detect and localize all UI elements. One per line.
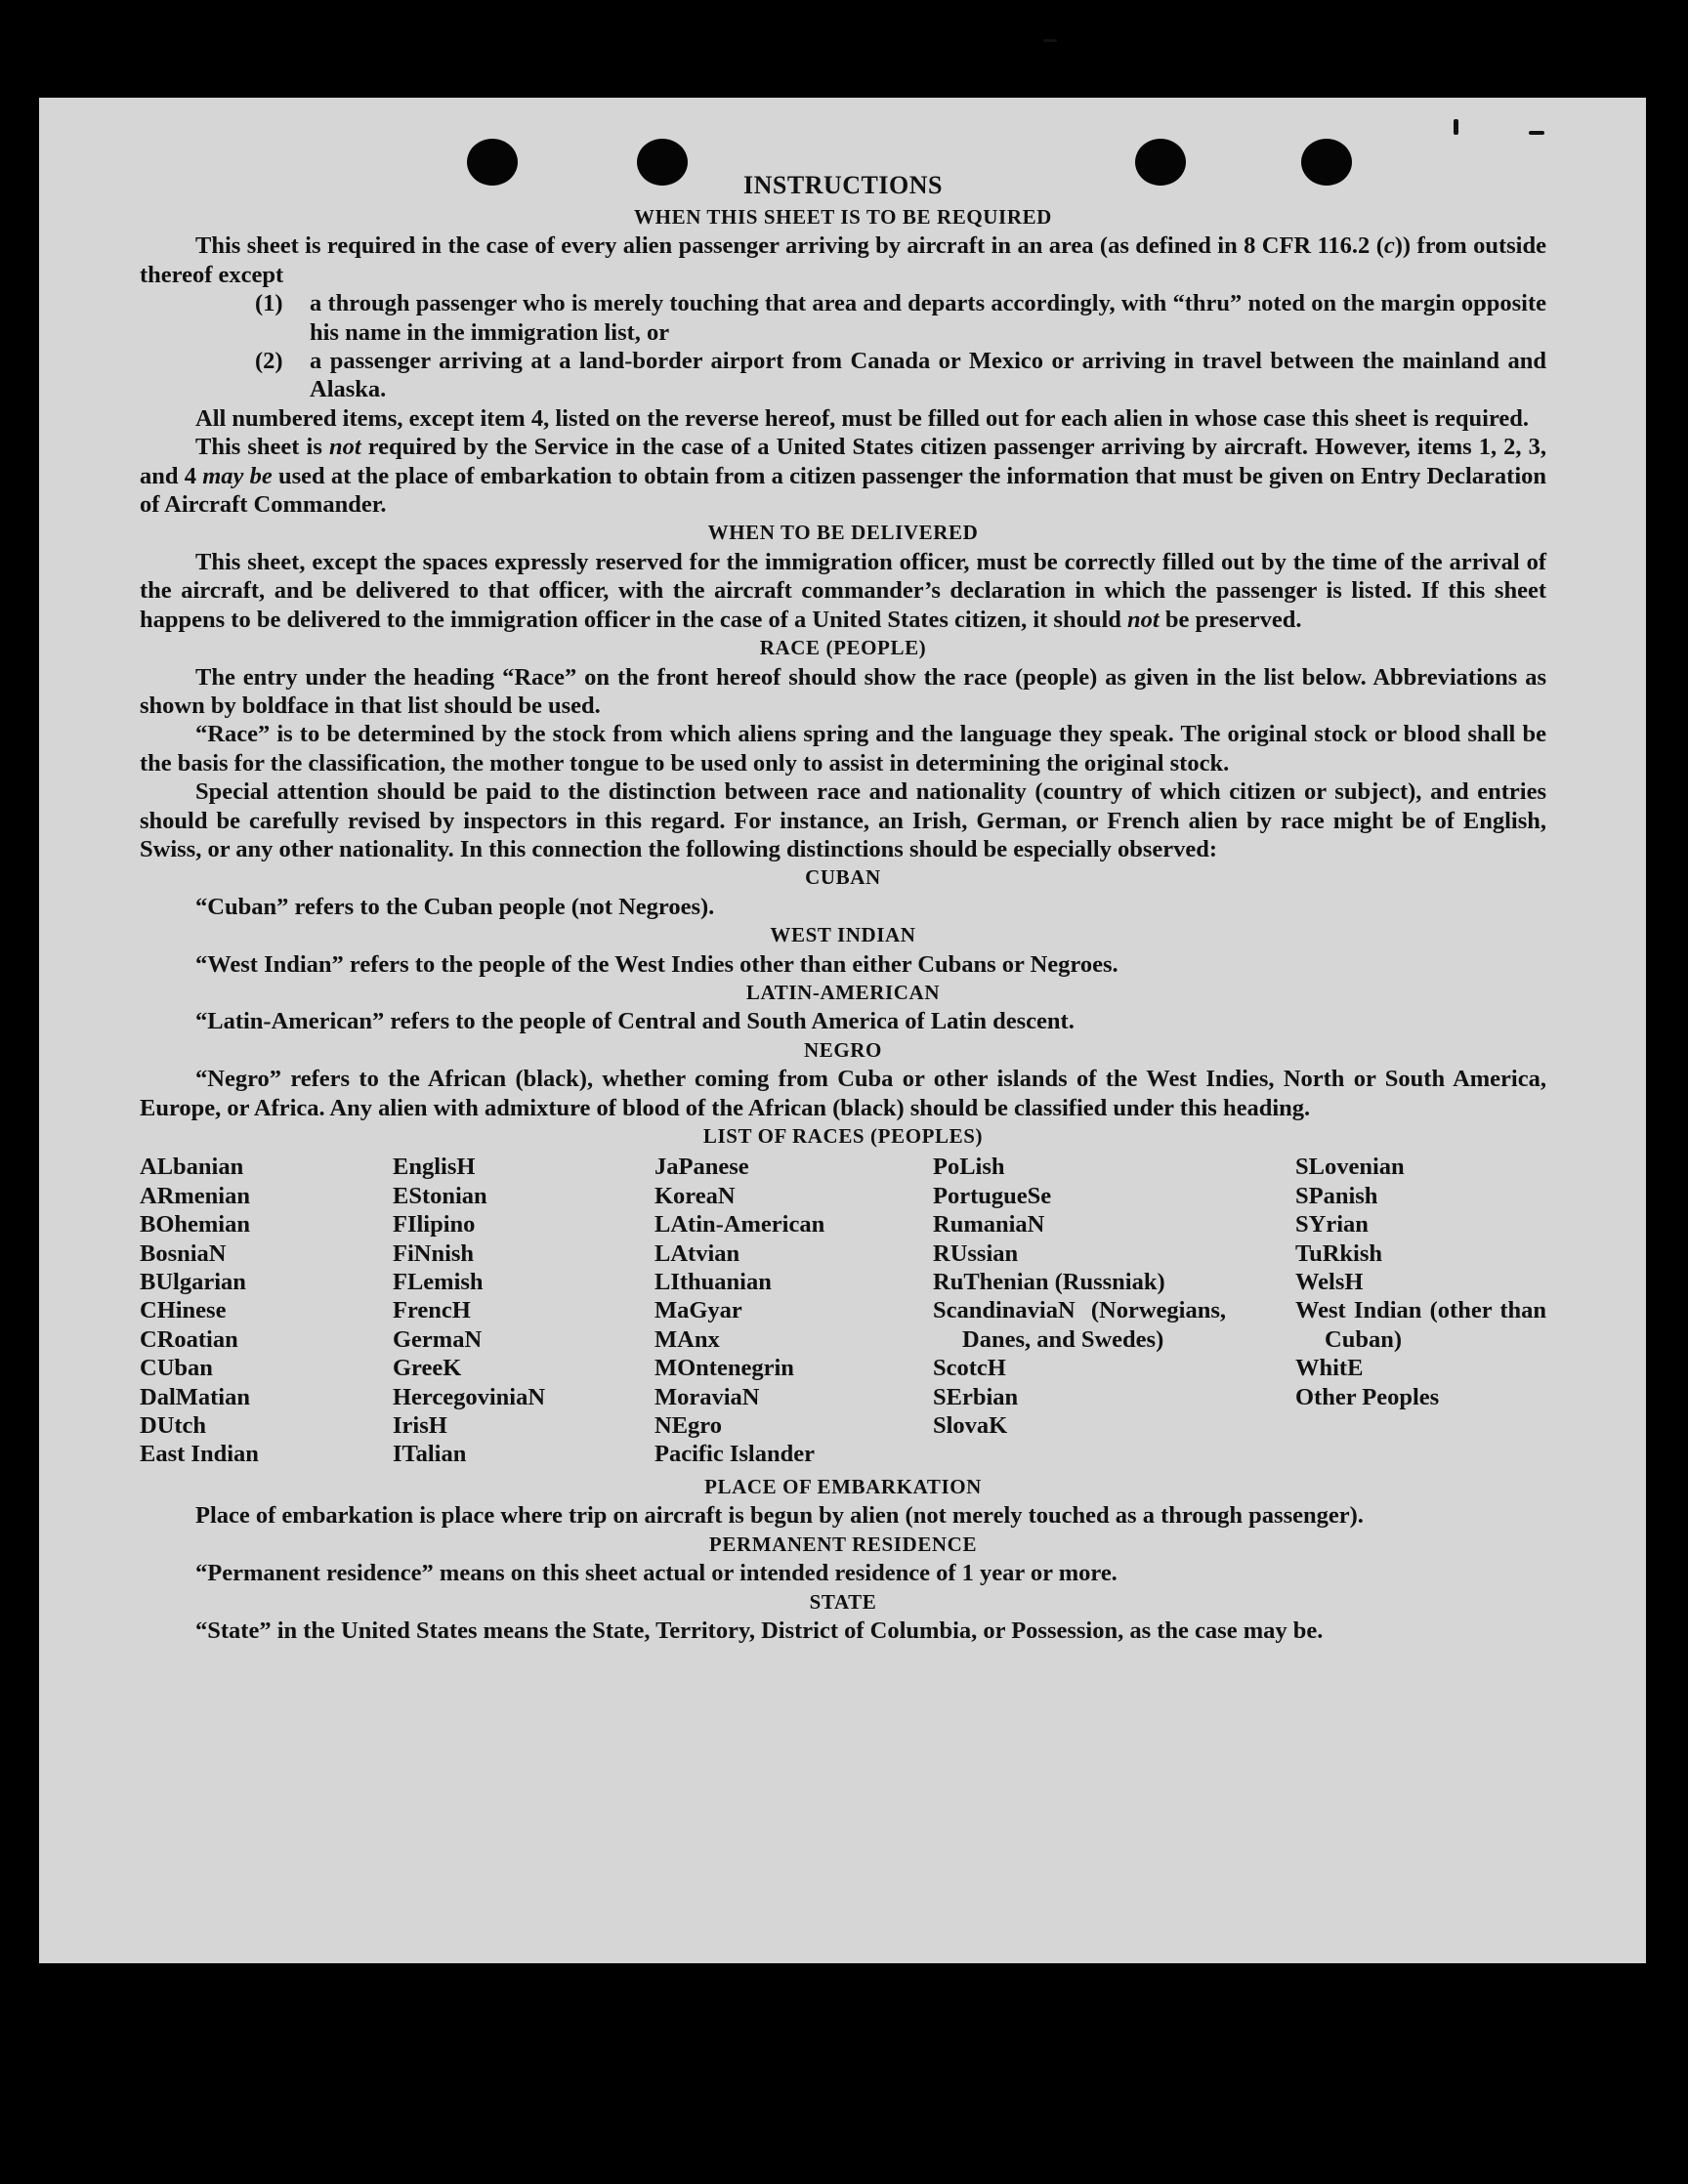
- race-item: HercegoviniaN: [393, 1383, 546, 1410]
- race-item: Other Peoples: [1295, 1383, 1440, 1410]
- race-item: FiNnish: [393, 1239, 475, 1267]
- race-item: Pacific Islander: [654, 1441, 815, 1468]
- race-column: [140, 1153, 393, 1468]
- race-item: WelsH: [1295, 1269, 1364, 1296]
- race-column: [654, 1153, 933, 1468]
- text-run: “State” in the United States means the State, Territory, District of Columbia, or Possession, as the case may be.: [195, 1617, 1324, 1644]
- race-item: DUtch: [140, 1412, 207, 1440]
- emphasis-text: may be: [202, 462, 273, 489]
- section-heading: WHEN THIS SHEET IS TO BE REQUIRED: [634, 205, 1052, 229]
- race-item: SYrian: [1295, 1211, 1369, 1239]
- emphasis-text: not: [328, 434, 361, 461]
- text-run: be preserved.: [1159, 606, 1302, 633]
- race-item: TuRkish: [1295, 1239, 1383, 1267]
- paragraph: [140, 231, 1546, 289]
- race-item: FrencH: [393, 1297, 471, 1324]
- race-item: LAtin-American: [654, 1211, 825, 1239]
- instructions-content: [140, 168, 1546, 1645]
- text-run: Place of embarkation is place where trip on aircraft is begun by alien (not merely touched as a through passenger).: [195, 1502, 1364, 1530]
- race-item: ScandinaviaN (Norwegians, Danes, and Swedes): [933, 1297, 1226, 1353]
- section-heading: WHEN TO BE DELIVERED: [707, 521, 979, 545]
- paragraph: [140, 950, 1546, 979]
- section-heading: PLACE OF EMBARKATION: [704, 1474, 982, 1498]
- paragraph: [140, 1007, 1546, 1035]
- item-text: [310, 289, 1546, 347]
- race-item: RUssian: [933, 1239, 1019, 1267]
- race-item: CHinese: [140, 1297, 227, 1324]
- race-item: SErbian: [933, 1383, 1019, 1410]
- race-item: ScotcH: [933, 1355, 1006, 1382]
- numbered-item: [140, 289, 1546, 347]
- race-item: MoraviaN: [654, 1383, 760, 1410]
- emphasis-text: c: [1383, 232, 1395, 260]
- scan-speck: [1454, 119, 1458, 135]
- text-run: “Cuban” refers to the Cuban people (not Negroes).: [195, 893, 715, 920]
- text-run: a passenger arriving at a land-border airport from Canada or Mexico or arriving in travel between the mainland and Alaska.: [310, 348, 1546, 403]
- race-item: NEgro: [654, 1412, 722, 1440]
- race-item: PoLish: [933, 1154, 1005, 1181]
- race-item: WhitE: [1295, 1355, 1364, 1382]
- section-heading: STATE: [809, 1589, 877, 1614]
- text-run: This sheet, except the spaces expressly reserved for the immigration officer, must be correctly filled out by the time of the arrival of the aircraft, and be delivered to that officer, with the aircraft commander’s declaration in which the passenger is listed. If this sheet happens to be delivered to the immigration officer in the case of a United States citizen, it should: [140, 548, 1546, 633]
- text-run: “Permanent residence” means on this sheet actual or intended residence of 1 year or more.: [195, 1560, 1118, 1587]
- race-item: PortugueSe: [933, 1182, 1052, 1209]
- race-item: ALbanian: [140, 1154, 244, 1181]
- text-run: All numbered items, except item 4, listed on the reverse hereof, must be filled out for each alien in whose case this sheet is required.: [195, 404, 1530, 432]
- item-number: (1): [255, 290, 283, 317]
- race-item: MOntenegrin: [654, 1355, 794, 1382]
- race-item: ITalian: [393, 1441, 467, 1468]
- emphasis-text: not: [1127, 606, 1160, 633]
- text-run: a through passenger who is merely touching that area and departs accordingly, with “thru” noted on the margin opposite his name in the immigration list, or: [310, 290, 1546, 346]
- race-item: KoreaN: [654, 1182, 736, 1209]
- text-run: This sheet is required in the case of every alien passenger arriving by aircraft in an area (as defined in 8 CFR 116.2 (: [195, 232, 1384, 260]
- race-item: DalMatian: [140, 1383, 250, 1410]
- race-item: SlovaK: [933, 1412, 1008, 1440]
- race-column: [1295, 1153, 1546, 1411]
- text-run: Special attention should be paid to the distinction between race and nationality (country of which citizen or subject), and entries should be carefully revised by inspectors in this regard. For instance, an Irish, German, or French alien by race might be of English, Swiss, or any other nationality. In this connection the following distinctions should be especially observed:: [140, 778, 1546, 862]
- paragraph: [140, 433, 1546, 519]
- scan-speck: [1043, 39, 1057, 42]
- item-text: [310, 347, 1546, 404]
- race-item: JaPanese: [654, 1154, 749, 1181]
- scan-speck: [1529, 131, 1544, 135]
- race-item: EnglisH: [393, 1154, 476, 1181]
- race-item: CUban: [140, 1355, 213, 1382]
- race-item: East Indian: [140, 1441, 259, 1468]
- text-run: This sheet is: [195, 434, 329, 461]
- paragraph: [140, 548, 1546, 634]
- text-run: “Race” is to be determined by the stock from which aliens spring and the language they speak. The original stock or blood shall be the basis for the classification, the mother tongue to be used only to assist in determining the original stock.: [140, 721, 1546, 777]
- text-run: “Negro” refers to the African (black), whether coming from Cuba or other islands of the West Indies, North or South America, Europe, or Africa. Any alien with admixture of blood of the African (black) should be classified under this heading.: [140, 1066, 1546, 1121]
- race-item: BUlgarian: [140, 1269, 246, 1296]
- paragraph: [140, 1559, 1546, 1587]
- paragraph: [140, 720, 1546, 777]
- race-item: LAtvian: [654, 1239, 740, 1267]
- paragraph: [140, 1617, 1546, 1645]
- paragraph: [140, 1501, 1546, 1530]
- race-column: [393, 1153, 654, 1468]
- race-item: GermaN: [393, 1325, 483, 1353]
- race-item: CRoatian: [140, 1325, 238, 1353]
- race-item: SLovenian: [1295, 1154, 1405, 1181]
- race-item: MaGyar: [654, 1297, 742, 1324]
- race-item: LIthuanian: [654, 1269, 772, 1296]
- text-run: The entry under the heading “Race” on the front hereof should show the race (people) as given in the list below. Abbreviations as shown by boldface in that list should be used.: [140, 663, 1546, 719]
- section-heading: RACE (PEOPLE): [759, 636, 927, 660]
- race-item: FLemish: [393, 1269, 484, 1296]
- race-item: BosniaN: [140, 1239, 227, 1267]
- race-item: RuThenian (Russniak): [933, 1269, 1165, 1296]
- text-run: “West Indian” refers to the people of the West Indies other than either Cubans or Negroes.: [195, 950, 1118, 978]
- race-item: MAnx: [654, 1325, 720, 1353]
- paragraph: [140, 777, 1546, 863]
- section-heading: LIST OF RACES (PEOPLES): [702, 1124, 984, 1148]
- race-column: [933, 1153, 1226, 1440]
- paragraph: [140, 1065, 1546, 1122]
- race-item: BOhemian: [140, 1211, 250, 1239]
- race-item: RumaniaN: [933, 1211, 1045, 1239]
- race-item: GreeK: [393, 1355, 462, 1382]
- text-run: “Latin-American” refers to the people of Central and South America of Latin descent.: [195, 1008, 1075, 1035]
- section-heading: WEST INDIAN: [770, 923, 916, 947]
- text-run: required by the Service in the case of a United States citizen passenger arriving by aircraft. However, items 1, 2, 3, and 4: [140, 434, 1547, 489]
- race-item: EStonian: [393, 1182, 487, 1209]
- text-run: used at the place of embarkation to obtain from a citizen passenger the information that must be given on Entry Declaration of Aircraft Commander.: [140, 462, 1546, 519]
- paragraph: [140, 404, 1546, 433]
- section-heading: LATIN-AMERICAN: [745, 980, 941, 1004]
- paragraph: [140, 893, 1546, 921]
- section-heading: CUBAN: [805, 865, 881, 890]
- race-item: West Indian (other than Cuban): [1295, 1297, 1546, 1353]
- race-item: IrisH: [393, 1412, 447, 1440]
- section-heading: PERMANENT RESIDENCE: [708, 1532, 978, 1556]
- race-item: ARmenian: [140, 1182, 250, 1209]
- numbered-item: [140, 347, 1546, 404]
- race-item: FIlipino: [393, 1211, 476, 1239]
- race-item: SPanish: [1295, 1182, 1378, 1209]
- text-run: )) from outside thereof except: [140, 232, 1546, 288]
- paragraph: [140, 663, 1546, 721]
- race-list: [140, 1153, 1546, 1468]
- item-number: (2): [255, 348, 283, 375]
- section-heading: NEGRO: [803, 1037, 882, 1062]
- page-title: INSTRUCTIONS: [743, 171, 943, 199]
